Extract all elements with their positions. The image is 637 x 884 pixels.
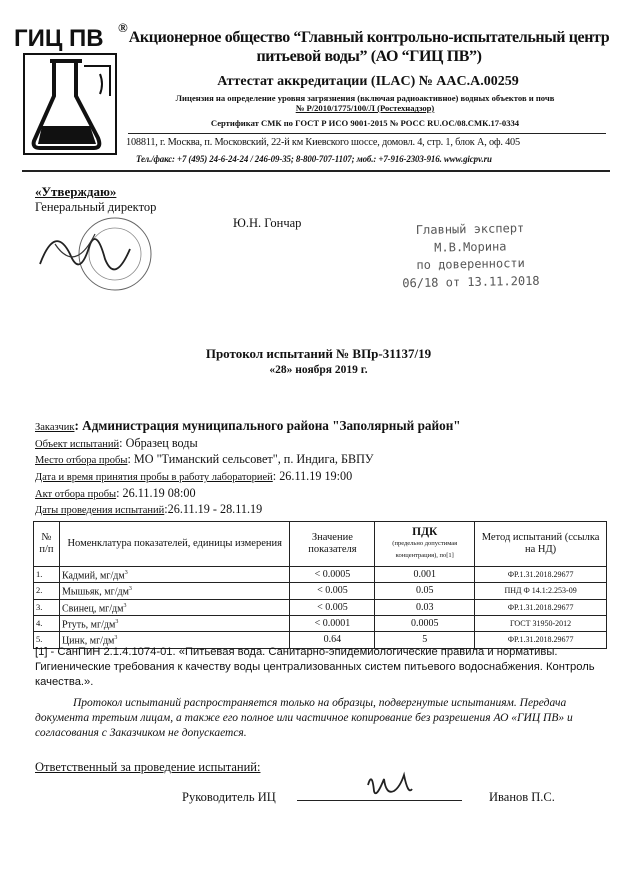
row-value: < 0.0001 [290, 615, 375, 631]
object-value: Образец воды [125, 436, 198, 450]
object-line: Объект испытаний: Образец воды [35, 436, 198, 450]
pdk-title: ПДК [412, 526, 438, 538]
act-label: Акт отбора пробы [35, 489, 117, 500]
received-label: Дата и время принятия пробы в работу лабораторией [35, 472, 273, 483]
disclaimer: Протокол испытаний распространяется только на образцы, подвергнутые испытаниям. Передача документа третьим лицам, а также его полное или частичное копирование без разрешения АО «ГИЦ ПВ» и согласования с Заказчиком не допускается. [35, 697, 573, 739]
license-line: Лицензия на определение уровня загрязнения (включая радиоактивное) водных объектов и почв [175, 93, 555, 103]
responsible-label: Ответственный за проведение испытаний: [35, 760, 261, 774]
customer-value: Администрация муниципального района "Заполярный район" [82, 418, 461, 433]
director-name: Ю.Н. Гончар [233, 216, 302, 230]
certificate-line: Сертификат СМК по ГОСТ Р ИСО 9001-2015 № РОСС RU.ОС/08.СМК.17-0334 [210, 118, 520, 128]
row-num: 3. [34, 599, 60, 615]
table-row [34, 567, 607, 583]
header-name: Номенклатура показателей, единицы измерения [59, 522, 289, 567]
row-pdk: 0.03 [375, 599, 475, 615]
stamp-line: по доверенности [416, 256, 525, 272]
row-method: ПНД Ф 14.1:2.253-09 [475, 583, 607, 599]
header-value: Значение показателя [290, 522, 375, 567]
customer-label: Заказчик [35, 422, 75, 433]
act-line: Акт отбора пробы: 26.11.19 08:00 [35, 486, 196, 500]
row-num: 2. [34, 583, 60, 599]
head-signature [360, 765, 420, 810]
row-value: < 0.0005 [290, 567, 375, 583]
row-name: Цинк, $мг/дм^3$ [59, 632, 289, 648]
stamp-line: Главный эксперт [415, 221, 525, 237]
dates-value: 26.11.19 - 28.11.19 [167, 502, 263, 516]
director-signature [35, 214, 155, 299]
accreditation-line: Аттестат аккредитации (ILAC) № AAC.A.00259 [217, 74, 519, 89]
act-value: 26.11.19 08:00 [122, 486, 196, 500]
dates-label: Даты проведения испытаний [35, 505, 165, 516]
director-position: Генеральный директор [35, 200, 157, 214]
row-method: ФР.1.31.2018.29677 [475, 632, 607, 648]
divider [128, 133, 606, 134]
stamp-line: 06/18 от 13.11.2018 [402, 273, 540, 290]
head-name: Иванов П.С. [489, 790, 555, 804]
company-logo [14, 26, 124, 161]
row-name: Свинец, $мг/дм^3$ [59, 599, 289, 615]
expert-stamp [397, 220, 543, 293]
row-num: 1. [34, 567, 60, 583]
row-method: ФР.1.31.2018.29677 [475, 599, 607, 615]
place-line: Место отбора пробы: МО "Тиманский сельсовет", п. Индига, БВПУ [35, 452, 374, 466]
row-pdk: 5 [375, 632, 475, 648]
registered-mark: ® [118, 20, 128, 35]
row-name: Кадмий, $мг/дм^3$ [59, 567, 289, 583]
header-method: Метод испытаний (ссылка на НД) [475, 522, 607, 567]
contacts: Тел./факс: +7 (495) 24-6-24-24 / 246-09-35; 8-800-707-1107; моб.: +7-916-2303-916. www.gicpv.ru [136, 154, 492, 164]
place-value: МО "Тиманский сельсовет", п. Индига, БВПУ [133, 452, 374, 466]
row-value: < 0.005 [290, 583, 375, 599]
header-pdk [375, 522, 475, 567]
row-num: 4. [34, 615, 60, 631]
received-value: 26.11.19 19:00 [279, 469, 353, 483]
dates-line: Даты проведения испытаний:26.11.19 - 28.11.19 [35, 502, 263, 516]
row-name: Мышьяк, $мг/дм^3$ [59, 583, 289, 599]
place-label: Место отбора пробы [35, 455, 128, 466]
license-block [125, 93, 605, 113]
row-name: Ртуть, $мг/дм^3$ [59, 615, 289, 631]
logo-text: ГИЦ ПВ [14, 26, 104, 52]
divider [22, 170, 610, 172]
table-row [34, 583, 607, 599]
row-pdk: 0.05 [375, 583, 475, 599]
head-position: Руководитель ИЦ [182, 790, 276, 804]
stamp-line: М.В.Морина [434, 238, 507, 255]
results-table [33, 521, 607, 649]
organization-title: Акционерное общество “Главный контрольно-испытательный центр питьевой воды” (АО “ГИЦ ПВ”) [128, 29, 610, 65]
approval-label: «Утверждаю» [35, 184, 117, 199]
table-row [34, 615, 607, 631]
pdk-subtitle: (предельно допустимая концентрация), по[1] [392, 540, 458, 559]
row-method: ГОСТ 31950-2012 [475, 615, 607, 631]
row-pdk: 0.001 [375, 567, 475, 583]
license-number: № Р/2010/1775/100/Л (Ростехнадзор) [295, 103, 435, 113]
table-row [34, 599, 607, 615]
row-value: 0.64 [290, 632, 375, 648]
protocol-title: Протокол испытаний № ВПр-31137/19 [205, 346, 432, 361]
address: 108811, г. Москва, п. Московский, 22-й км Киевского шоссе, домовл. 4, стр. 1, блок А, оф. 405 [126, 137, 520, 148]
protocol-date: «28» ноября 2019 г. [269, 364, 368, 376]
header-num: № п/п [34, 522, 60, 567]
received-line: Дата и время принятия пробы в работу лабораторией: 26.11.19 19:00 [35, 469, 353, 483]
row-value: < 0.005 [290, 599, 375, 615]
footnote: [1] - СанПиН 2.1.4.1074-01. «Питьевая вода. Санитарно-эпидемиологические правила и нормативы. Гигиенические требования к качеству воды централизованных систем питьевого водоснабжения. Контроль качества.». [35, 646, 595, 688]
row-method: ФР.1.31.2018.29677 [475, 567, 607, 583]
object-label: Объект испытаний [35, 439, 120, 450]
table-header-row [34, 522, 607, 567]
row-pdk: 0.0005 [375, 615, 475, 631]
customer-line: Заказчик: Администрация муниципального района "Заполярный район" [35, 418, 461, 433]
row-num: 5. [34, 632, 60, 648]
